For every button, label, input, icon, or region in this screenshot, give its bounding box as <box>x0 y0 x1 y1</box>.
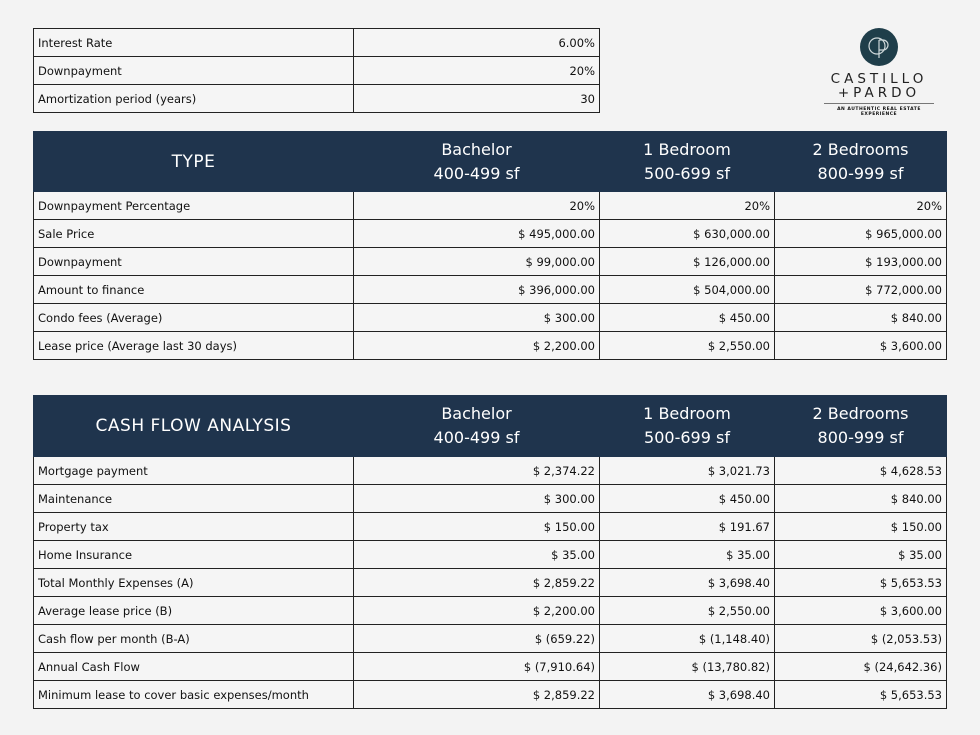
row-value: $ 450.00 <box>600 485 775 513</box>
row-value: $ 4,628.53 <box>775 457 947 485</box>
col-size: 500-699 sf <box>644 163 730 183</box>
col-header-bachelor <box>354 396 600 457</box>
row-label: Amount to finance <box>34 276 354 304</box>
col-name: 2 Bedrooms <box>812 139 909 159</box>
row-value: $ 2,550.00 <box>600 597 775 625</box>
table-row <box>34 304 947 332</box>
row-value: $ 193,000.00 <box>775 248 947 276</box>
row-label: Average lease price (B) <box>34 597 354 625</box>
row-value: $ 450.00 <box>600 304 775 332</box>
row-value: $ (7,910.64) <box>354 653 600 681</box>
row-label: Mortgage payment <box>34 457 354 485</box>
col-name: Bachelor <box>441 139 512 159</box>
row-value: $ 3,600.00 <box>775 597 947 625</box>
row-value: $ (24,642.36) <box>775 653 947 681</box>
parameter-label: Amortization period (years) <box>34 85 354 113</box>
table-row <box>34 541 947 569</box>
col-size: 800-999 sf <box>817 428 904 447</box>
row-label: Downpayment Percentage <box>34 192 354 220</box>
row-value: $ (1,148.40) <box>600 625 775 653</box>
row-value: $ 2,374.22 <box>354 457 600 485</box>
parameter-label: Interest Rate <box>34 29 354 57</box>
row-label: Total Monthly Expenses (A) <box>34 569 354 597</box>
table-row <box>34 597 947 625</box>
col-header-bachelor <box>354 132 600 192</box>
type-header: TYPE <box>34 132 354 192</box>
row-value: 20% <box>354 192 600 220</box>
row-value: $ 5,653.53 <box>775 681 947 709</box>
table-row <box>34 248 947 276</box>
row-label: Condo fees (Average) <box>34 304 354 332</box>
col-size: 800-999 sf <box>817 163 904 183</box>
row-label: Maintenance <box>34 485 354 513</box>
row-value: $ 150.00 <box>775 513 947 541</box>
row-value: $ 126,000.00 <box>600 248 775 276</box>
cash-flow-header: CASH FLOW ANALYSIS <box>34 396 354 457</box>
col-name: 1 Bedroom <box>643 404 731 423</box>
row-value: $ 99,000.00 <box>354 248 600 276</box>
table-row <box>34 513 947 541</box>
row-label: Home Insurance <box>34 541 354 569</box>
row-value: $ 396,000.00 <box>354 276 600 304</box>
table-row <box>34 332 947 360</box>
row-value: $ (2,053.53) <box>775 625 947 653</box>
col-name: 2 Bedrooms <box>812 404 909 423</box>
col-size: 500-699 sf <box>644 428 730 447</box>
row-value: $ 300.00 <box>354 304 600 332</box>
parameter-row <box>34 29 600 57</box>
col-header-2-bedrooms <box>775 132 947 192</box>
table-row <box>34 192 947 220</box>
col-size: 400-499 sf <box>433 428 520 447</box>
logo-divider <box>824 103 934 104</box>
table-row <box>34 220 947 248</box>
row-value: $ 5,653.53 <box>775 569 947 597</box>
row-value: $ 495,000.00 <box>354 220 600 248</box>
table-row <box>34 569 947 597</box>
row-value: $ 2,859.22 <box>354 569 600 597</box>
col-header-1-bedroom <box>600 396 775 457</box>
row-value: $ 3,698.40 <box>600 569 775 597</box>
parameter-row <box>34 57 600 85</box>
row-value: $ 2,550.00 <box>600 332 775 360</box>
cash-flow-table <box>33 395 947 709</box>
parameter-label: Downpayment <box>34 57 354 85</box>
row-value: $ 300.00 <box>354 485 600 513</box>
row-value: $ 35.00 <box>600 541 775 569</box>
row-value: $ 3,600.00 <box>775 332 947 360</box>
parameters-table <box>33 28 600 113</box>
row-value: $ 2,200.00 <box>354 332 600 360</box>
row-value: $ 3,021.73 <box>600 457 775 485</box>
parameter-row <box>34 85 600 113</box>
table-row <box>34 625 947 653</box>
logo <box>818 28 940 117</box>
logo-line1: CASTILLO <box>830 71 928 87</box>
row-label: Lease price (Average last 30 days) <box>34 332 354 360</box>
logo-line2: +PARDO <box>837 85 921 101</box>
table-row <box>34 653 947 681</box>
table-row <box>34 485 947 513</box>
type-table <box>33 131 947 360</box>
table-row <box>34 681 947 709</box>
table-row <box>34 457 947 485</box>
row-label: Property tax <box>34 513 354 541</box>
col-header-1-bedroom <box>600 132 775 192</box>
row-value: $ 191.67 <box>600 513 775 541</box>
parameter-value: 30 <box>354 85 600 113</box>
col-name: 1 Bedroom <box>643 139 731 159</box>
logo-tagline: AN AUTHENTIC REAL ESTATE EXPERIENCE <box>837 107 921 117</box>
row-value: 20% <box>600 192 775 220</box>
row-value: 20% <box>775 192 947 220</box>
row-label: Cash flow per month (B-A) <box>34 625 354 653</box>
row-value: $ (13,780.82) <box>600 653 775 681</box>
monogram-icon <box>860 28 898 66</box>
table-row <box>34 276 947 304</box>
row-value: $ 2,859.22 <box>354 681 600 709</box>
row-value: $ 3,698.40 <box>600 681 775 709</box>
row-value: $ 840.00 <box>775 304 947 332</box>
parameter-value: 20% <box>354 57 600 85</box>
col-name: Bachelor <box>441 404 512 423</box>
row-value: $ 504,000.00 <box>600 276 775 304</box>
row-value: $ 35.00 <box>775 541 947 569</box>
row-value: $ (659.22) <box>354 625 600 653</box>
row-label: Annual Cash Flow <box>34 653 354 681</box>
col-size: 400-499 sf <box>433 163 520 183</box>
row-value: $ 35.00 <box>354 541 600 569</box>
row-label: Minimum lease to cover basic expenses/month <box>34 681 354 709</box>
row-value: $ 840.00 <box>775 485 947 513</box>
col-header-2-bedrooms <box>775 396 947 457</box>
row-value: $ 965,000.00 <box>775 220 947 248</box>
row-label: Downpayment <box>34 248 354 276</box>
row-label: Sale Price <box>34 220 354 248</box>
row-value: $ 2,200.00 <box>354 597 600 625</box>
row-value: $ 772,000.00 <box>775 276 947 304</box>
parameter-value: 6.00% <box>354 29 600 57</box>
row-value: $ 150.00 <box>354 513 600 541</box>
row-value: $ 630,000.00 <box>600 220 775 248</box>
